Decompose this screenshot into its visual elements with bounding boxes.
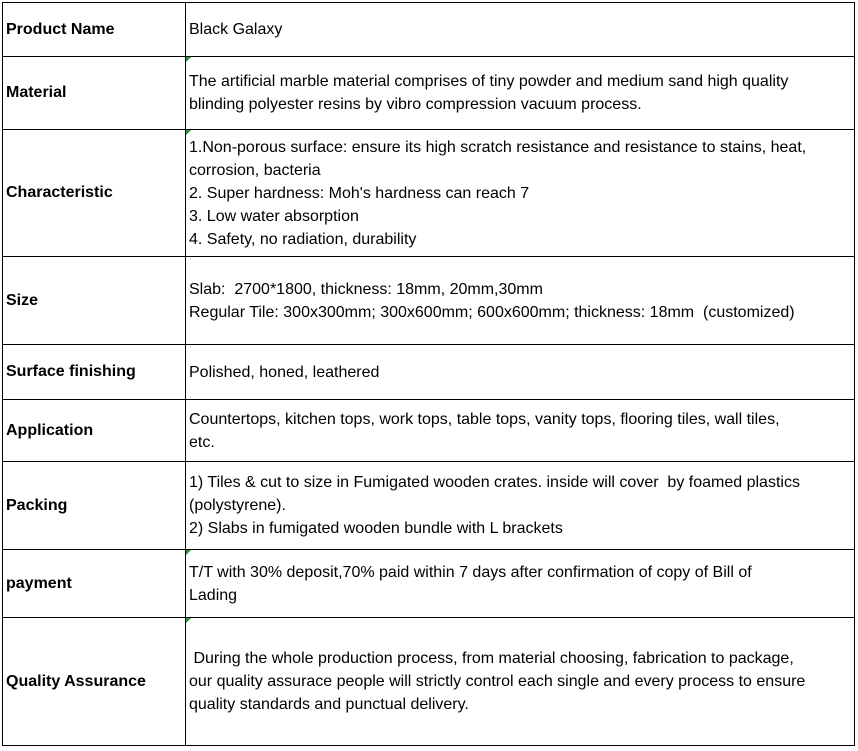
product-spec-table: [2, 2, 855, 746]
spec-value-line: 2) Slabs in fumigated wooden bundle with L brackets: [189, 520, 563, 537]
spec-value-product-name: [186, 3, 855, 57]
spec-table-body: [3, 3, 855, 746]
spec-value-packing: [186, 462, 855, 550]
spec-value-line: The artificial marble material comprises of tiny powder and medium sand high quality: [189, 73, 789, 90]
spec-value-material: [186, 57, 855, 130]
spec-row-quality-assurance: [3, 618, 855, 746]
spec-value-line: 1) Tiles & cut to size in Fumigated wooden crates. inside will cover by foamed plastics: [189, 474, 800, 491]
spec-label-quality-assurance: Quality Assurance: [3, 618, 186, 746]
cell-corner-marker: [186, 57, 191, 62]
spec-value-line: Polished, honed, leathered: [189, 363, 380, 381]
spec-label-payment: payment: [3, 550, 186, 618]
spec-row-material: [3, 57, 855, 130]
spec-value-line: 3. Low water absorption: [189, 207, 359, 225]
spec-value-line: 1.Non-porous surface: ensure its high scratch resistance and resistance to stains, heat,: [189, 138, 807, 156]
spec-value-characteristic: [186, 130, 855, 257]
spec-value-line: (polystyrene).: [189, 497, 286, 514]
spec-label-size: Size: [3, 257, 186, 345]
spec-value-line: corrosion, bacteria: [189, 161, 321, 179]
spec-row-application: [3, 400, 855, 462]
spec-value-surface-finishing: [186, 345, 855, 400]
spec-row-product-name: [3, 3, 855, 57]
spec-value-line: Lading: [189, 586, 238, 604]
spec-value-line: our quality assurace people will strictly control each single and every process to ensure: [189, 673, 806, 690]
spec-value-line: blinding polyester resins by vibro compression vacuum process.: [189, 96, 642, 113]
spec-value-size: [186, 257, 855, 345]
spec-row-payment: [3, 550, 855, 618]
spec-value-quality-assurance: [186, 618, 855, 746]
spec-row-size: [3, 257, 855, 345]
cell-corner-marker: [186, 618, 191, 623]
spec-label-characteristic: Characteristic: [3, 130, 186, 257]
spec-value-application: [186, 400, 855, 462]
spec-value-line: 2. Super hardness: Moh's hardness can reach 7: [189, 184, 530, 202]
spec-value-line: Black Galaxy: [189, 21, 283, 38]
spec-row-characteristic: [3, 130, 855, 257]
spec-value-line: Countertops, kitchen tops, work tops, table tops, vanity tops, flooring tiles, wall tiles,: [189, 410, 780, 428]
spec-label-application: Application: [3, 400, 186, 462]
spec-value-payment: [186, 550, 855, 618]
spec-value-line: T/T with 30% deposit,70% paid within 7 days after confirmation of copy of Bill of: [189, 563, 752, 581]
spec-label-packing: Packing: [3, 462, 186, 550]
spec-row-surface-finishing: [3, 345, 855, 400]
cell-corner-marker: [186, 550, 191, 555]
spec-label-material: Material: [3, 57, 186, 130]
cell-corner-marker: [186, 130, 191, 135]
spec-label-surface-finishing: Surface finishing: [3, 345, 186, 400]
spec-value-line: Slab: 2700*1800, thickness: 18mm, 20mm,30mm: [189, 280, 543, 298]
spec-value-line: 4. Safety, no radiation, durability: [189, 230, 417, 248]
spec-value-line: During the whole production process, from material choosing, fabrication to package,: [189, 650, 794, 667]
spec-value-line: quality standards and punctual delivery.: [189, 696, 469, 713]
spec-value-line: Regular Tile: 300x300mm; 300x600mm; 600x600mm; thickness: 18mm (customized): [189, 303, 795, 321]
spec-value-line: etc.: [189, 433, 215, 451]
spec-row-packing: [3, 462, 855, 550]
spec-label-product-name: Product Name: [3, 3, 186, 57]
